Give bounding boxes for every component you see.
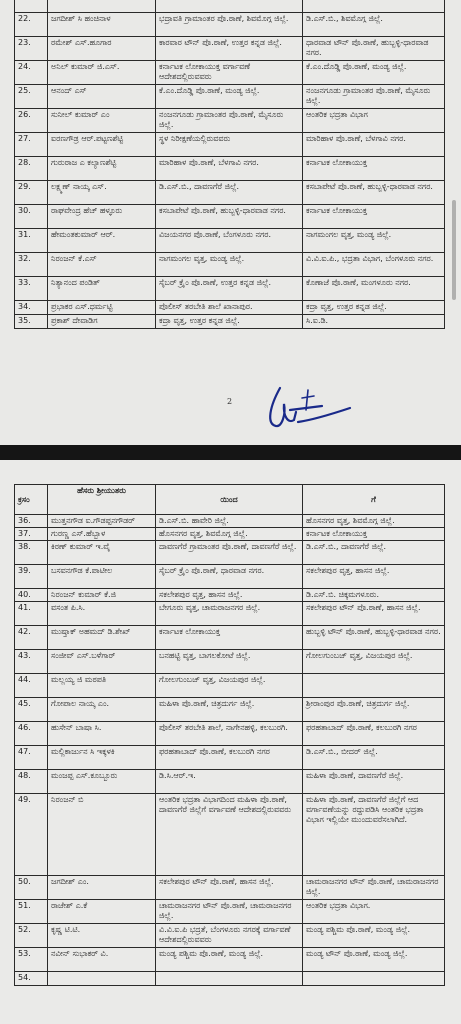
cell-sl-no: 31. — [15, 229, 48, 253]
table-row — [15, 698, 445, 722]
cell-name: ಅನಿಲ್ ಕುಮಾರ್ ಜಿ.ಎಸ್. — [48, 61, 156, 85]
cell-from — [156, 0, 303, 13]
cell-sl-no: 32. — [15, 253, 48, 277]
cell-to: ಹುಬ್ಬಳ್ಳಿ ಟೌನ್ ಪೊ.ಠಾಣೆ, ಹುಬ್ಬಳ್ಳಿ-ಧಾರವಾಡ ನಗರ. — [303, 626, 445, 650]
header-name: ಹೆಸರು ಶ್ರೀಯುತರು — [48, 485, 156, 515]
cell-name: ಸಂಜೀವ್ ಎಸ್.ಬಳೆಗಾರ್ — [48, 650, 156, 674]
cell-name: ರಾಘವೇಂದ್ರ ಹೆಚ್ ಹಳ್ಳೂರು — [48, 205, 156, 229]
page-separator — [0, 445, 461, 460]
cell-to: ಕರ್ನಾಟಕ ಲೋಕಾಯುಕ್ತ — [303, 205, 445, 229]
cell-from: ವಿಜಯನಗರ ಪೊ.ಠಾಣೆ, ಬೆಂಗಳೂರು ನಗರ. — [156, 229, 303, 253]
cell-name: ಗುರುರಾಜ ಎ ಕಲ್ಯಾಣಶೆಟ್ಟಿ — [48, 157, 156, 181]
cell-sl-no: 49. — [15, 794, 48, 876]
cell-name: ಗೋಪಾಲ ನಾಯ್ಕ ಎಂ. — [48, 698, 156, 722]
table-row — [15, 205, 445, 229]
cell-name: ಹುಸೇನ್ ಬಾಷಾ ಸಿ. — [48, 722, 156, 746]
table-row — [15, 253, 445, 277]
cell-from: ಡಿ.ಎಸ್.ಬಿ., ದಾವಣಗೆರೆ ಜಿಲ್ಲೆ. — [156, 181, 303, 205]
cell-sl-no: 51. — [15, 900, 48, 924]
cell-to: ಕದ್ರಾ ವೃತ್ತ, ಉತ್ತರ ಕನ್ನಡ ಜಿಲ್ಲೆ. — [303, 301, 445, 315]
cell-to: ಡಿ.ಎಸ್.ಬಿ. ಚಿಕ್ಕಮಗಳೂರು. — [303, 589, 445, 602]
cell-name: ನಿತ್ಯಾನಂದ ಪಂಡಿತ್ — [48, 277, 156, 301]
table-row — [15, 589, 445, 602]
table-row — [15, 794, 445, 876]
cell-sl-no: 50. — [15, 876, 48, 900]
cell-to: ಕೆ.ಎಂ.ದೊಡ್ಡಿ ಪೊ.ಠಾಣೆ, ಮಂಡ್ಯ ಜಿಲ್ಲೆ. — [303, 61, 445, 85]
cell-sl-no: 27. — [15, 133, 48, 157]
cell-name: ಮಲ್ಲಿಕಾರ್ಜುನ ಸಿ ಇಕ್ಕಳಕಿ — [48, 746, 156, 770]
cell-name: ನವೀನ್ ಸುಭಾಕರ್ ವಿ. — [48, 948, 156, 972]
table-row — [15, 674, 445, 698]
cell-name: ಲಕ್ಷ್ಮಣ್ ನಾಯ್ಕ ಎಸ್. — [48, 181, 156, 205]
table-row — [15, 133, 445, 157]
cell-from: ಆಂತರಿಕ ಭದ್ರತಾ ವಿಭಾಗದಿಂದ ಮಹಿಳಾ ಪೊ.ಠಾಣೆ, ದಾವಣಗೆರೆ ಜಿಲ್ಲೆಗೆ ವರ್ಗಾವಣೆ ಆದೇಶದಲ್ಲಿರುವವರು — [156, 794, 303, 876]
cell-name: ನಿರಂಜನ್ ಕುಮಾರ್ ಕೆ.ಜಿ — [48, 589, 156, 602]
cell-name: ಮಲ್ಲಯ್ಯ ಜಿ ಮಠಪತಿ — [48, 674, 156, 698]
table-row — [15, 157, 445, 181]
cell-from: ಮಂಡ್ಯ ಪಶ್ಚಿಮ ಪೊ.ಠಾಣೆ, ಮಂಡ್ಯ ಜಿಲ್ಲೆ. — [156, 948, 303, 972]
cell-to: ಸಿ.ಐ.ಡಿ. — [303, 315, 445, 329]
cell-name: ಪ್ರಭಾಕರ ಎಸ್.ಧರ್ಮಟ್ಟಿ — [48, 301, 156, 315]
table-row — [15, 770, 445, 794]
cell-name: ವಸಂತ ಪಿ.ಸಿ. — [48, 602, 156, 626]
cell-sl-no: 53. — [15, 948, 48, 972]
cell-name — [48, 972, 156, 986]
table-row — [15, 924, 445, 948]
cell-to: ಹೊಸನಗರ ವೃತ್ತ, ಶಿವಮೊಗ್ಗ ಜಿಲ್ಲೆ. — [303, 515, 445, 528]
cell-sl-no: 45. — [15, 698, 48, 722]
cell-sl-no: 41. — [15, 602, 48, 626]
table-row — [15, 301, 445, 315]
cell-from: ಸೈಬರ್ ಕ್ರೈಂ ಪೊ.ಠಾಣೆ, ಧಾರವಾಡ ನಗರ. — [156, 565, 303, 589]
cell-to: ಸಕಲೇಶಪುರ ವೃತ್ತ, ಹಾಸನ ಜಿಲ್ಲೆ. — [303, 565, 445, 589]
cell-name: ಮಂಜಪ್ಪ ಎಸ್.ಕೂಬ್ಬೂರು — [48, 770, 156, 794]
table-row — [15, 650, 445, 674]
table-row — [15, 565, 445, 589]
cell-from: ಕರ್ನಾಟಕ ಲೋಕಾಯುಕ್ತ — [156, 626, 303, 650]
page-number: 2 — [227, 397, 233, 406]
cell-from: ಸಕಲೇಶಪುರ ವೃತ್ತ, ಹಾಸನ ಜಿಲ್ಲೆ. — [156, 589, 303, 602]
cell-from: ಕಸಬಾಪೇಟೆ ಪೊ.ಠಾಣೆ, ಹುಬ್ಬಳ್ಳಿ-ಧಾರವಾಡ ನಗರ. — [156, 205, 303, 229]
cell-sl-no: 30. — [15, 205, 48, 229]
document-page-1 — [0, 0, 461, 445]
cell-from: ಭದ್ರಾವತಿ ಗ್ರಾಮಾಂತರ ಪೊ.ಠಾಣೆ, ಶಿವಮೊಗ್ಗ ಜಿಲ್ಲೆ. — [156, 13, 303, 37]
cell-sl-no: 40. — [15, 589, 48, 602]
transfer-table-page-1 — [14, 0, 445, 329]
cell-to: ಕರ್ನಾಟಕ ಲೋಕಾಯುಕ್ತ — [303, 157, 445, 181]
cell-name: ಬಸವನಗೌಡ ಕೆ.ಪಾಟೀಲ — [48, 565, 156, 589]
cell-from: ಗೋಲಗುಂಬಜ್ ವೃತ್ತ, ವಿಜಯಪುರ ಜಿಲ್ಲೆ. — [156, 674, 303, 698]
table-row — [15, 602, 445, 626]
cell-to: ಕರ್ನಾಟಕ ಲೋಕಾಯುಕ್ತ — [303, 528, 445, 541]
table-row — [15, 900, 445, 924]
cell-sl-no: 47. — [15, 746, 48, 770]
cell-name: ರಾಜೇಶ್ ಎ.ಕೆ — [48, 900, 156, 924]
cell-from: ವಿ.ವಿ.ಐ.ಪಿ ಭದ್ರತೆ, ಬೆಂಗಳೂರು ನಗರಕ್ಕೆ ವರ್ಗಾವಣೆ ಆದೇಶದಲ್ಲಿರುವವರು — [156, 924, 303, 948]
cell-name: ಸುನೀಲ್ ಕುಮಾರ್ ಎಂ — [48, 109, 156, 133]
transfer-table-page-2 — [14, 484, 445, 986]
table-row — [15, 181, 445, 205]
scrollbar[interactable] — [452, 200, 456, 300]
cell-to: ಧಾರವಾಡ ಟೌನ್ ಪೊ.ಠಾಣೆ, ಹುಬ್ಬಳ್ಳಿ-ಧಾರವಾಡ ನಗರ. — [303, 37, 445, 61]
signature — [262, 380, 352, 432]
header-to: ಗೆ — [303, 485, 445, 515]
cell-sl-no — [15, 0, 48, 13]
cell-to: ಕೊಣಾಜೆ ಪೊ.ಠಾಣೆ, ಮಂಗಳೂರು ನಗರ. — [303, 277, 445, 301]
table-row — [15, 541, 445, 565]
table-header-row — [15, 485, 445, 515]
cell-from: ಡಿ.ಎಸ್.ಬಿ. ಹಾವೇರಿ ಜಿಲ್ಲೆ. — [156, 515, 303, 528]
cell-to: ಫರಹತಾಬಾದ್ ಪೊ.ಠಾಣೆ, ಕಲಬುರಗಿ ನಗರ — [303, 722, 445, 746]
cell-sl-no: 43. — [15, 650, 48, 674]
cell-from: ಮಹಿಳಾ ಪೊ.ಠಾಣೆ, ಚಿತ್ರದುರ್ಗ ಜಿಲ್ಲೆ. — [156, 698, 303, 722]
cell-from: ಬೇಗೂರು ವೃತ್ತ, ಚಾಮರಾಜನಗರ ಜಿಲ್ಲೆ. — [156, 602, 303, 626]
cell-to: ಆಂತರಿಕ ಭದ್ರತಾ ವಿಭಾಗ. — [303, 900, 445, 924]
cell-to — [303, 972, 445, 986]
table-row — [15, 876, 445, 900]
cell-name: ಮುತ್ತನಗೌಡ ಐ.ಗೌಡಪ್ಪನಗೌಡರ್ — [48, 515, 156, 528]
cell-sl-no: 36. — [15, 515, 48, 528]
cell-from: ನಂಜನಗೂಡು ಗ್ರಾಮಾಂತರ ಪೊ.ಠಾಣೆ, ಮೈಸೂರು ಜಿಲ್ಲೆ. — [156, 109, 303, 133]
document-page-2 — [0, 460, 461, 1024]
cell-sl-no: 28. — [15, 157, 48, 181]
cell-name — [48, 0, 156, 13]
table-row — [15, 109, 445, 133]
cell-to: ಮಹಿಳಾ ಪೊ.ಠಾಣೆ, ದಾವಣಗೆರೆ ಜಿಲ್ಲೆಗೆ ಆದ ವರ್ಗಾವಣೆಯನ್ನು ರದ್ದುಪಡಿಸಿ ಆಂತರಿಕ ಭದ್ರತಾ ವಿಭಾಗ ಇಲ್ಲಿಯೇ ಮುಂದುವರೆಸಲಾಗಿದೆ. — [303, 794, 445, 876]
cell-name: ಕೃಷ್ಣ ಟಿ.ಟಿ. — [48, 924, 156, 948]
cell-to: ಶ್ರೀರಾಂಪುರ ಪೊ.ಠಾಣೆ, ಚಿತ್ರದುರ್ಗ ಜಿಲ್ಲೆ. — [303, 698, 445, 722]
cell-to: ಡಿ.ಎಸ್.ಬಿ., ಶಿವಮೊಗ್ಗ ಜಿಲ್ಲೆ. — [303, 13, 445, 37]
cell-sl-no: 42. — [15, 626, 48, 650]
table-row — [15, 722, 445, 746]
cell-to: ಮಂಡ್ಯ ಪಶ್ಚಿಮ ಪೊ.ಠಾಣೆ, ಮಂಡ್ಯ ಜಿಲ್ಲೆ. — [303, 924, 445, 948]
cell-from: ಪೊಲೀಸ್ ತರಬೇತಿ ಶಾಲೆ, ನಾಗೇನಹಳ್ಳಿ, ಕಲಬುರಗಿ. — [156, 722, 303, 746]
table-row — [15, 948, 445, 972]
cell-name: ಜಗದೀಶ್ ಸಿ ಹಂಚಿನಾಳ — [48, 13, 156, 37]
cell-from — [156, 972, 303, 986]
cell-sl-no: 33. — [15, 277, 48, 301]
cell-name: ಐರಣಗೌಡ್ರ ಆರ್.ಪಟ್ಟಣಶೆಟ್ಟಿ — [48, 133, 156, 157]
cell-from: ಕದ್ರಾ ವೃತ್ತ, ಉತ್ತರ ಕನ್ನಡ ಜಿಲ್ಲೆ. — [156, 315, 303, 329]
cell-to: ಕಸಬಾಪೇಟೆ ಪೊ.ಠಾಣೆ, ಹುಬ್ಬಳ್ಳಿ-ಧಾರವಾಡ ನಗರ. — [303, 181, 445, 205]
cell-name: ಆನಂದ್ ಎಸ್ — [48, 85, 156, 109]
cell-from: ಕೆ.ಎಂ.ದೊಡ್ಡಿ ಪೊ.ಠಾಣೆ, ಮಂಡ್ಯ ಜಿಲ್ಲೆ. — [156, 85, 303, 109]
table-row — [15, 229, 445, 253]
cell-sl-no: 39. — [15, 565, 48, 589]
cell-from: ದಾವಣಗೆರೆ ಗ್ರಾಮಾಂತರ ಪೊ.ಠಾಣೆ, ದಾವಣಗೆರೆ ಜಿಲ್ಲೆ. — [156, 541, 303, 565]
cell-to — [303, 0, 445, 13]
cell-to: ಮಾರಿಹಾಳ ಪೊ.ಠಾಣೆ, ಬೆಳಗಾವಿ ನಗರ. — [303, 133, 445, 157]
cell-sl-no: 38. — [15, 541, 48, 565]
cell-name: ರಮೇಶ್ ಎಸ್.ಹೂಗಾರ — [48, 37, 156, 61]
cell-name: ಗುರಣ್ಣ ಎಸ್.ಹೆಬ್ಬಾಳ — [48, 528, 156, 541]
cell-from: ಕಾರವಾರ ಟೌನ್ ಪೊ.ಠಾಣೆ, ಉತ್ತರ ಕನ್ನಡ ಜಿಲ್ಲೆ. — [156, 37, 303, 61]
cell-sl-no: 24. — [15, 61, 48, 85]
cell-sl-no: 34. — [15, 301, 48, 315]
cell-name: ಜಗದೀಶ್ ಎಂ. — [48, 876, 156, 900]
cell-to — [303, 674, 445, 698]
cell-sl-no: 52. — [15, 924, 48, 948]
cell-sl-no: 29. — [15, 181, 48, 205]
table-row — [15, 13, 445, 37]
cell-name: ಹೇಮಂತಕುಮಾರ್ ಆರ್. — [48, 229, 156, 253]
cell-from: ಸ್ಥಳ ನಿರೀಕ್ಷಣೆಯಲ್ಲಿರುವವರು — [156, 133, 303, 157]
table-row — [15, 37, 445, 61]
cell-to: ಸಕಲೇಶಪುರ ಟೌನ್ ಪೊ.ಠಾಣೆ, ಹಾಸನ ಜಿಲ್ಲೆ. — [303, 602, 445, 626]
table-row — [15, 61, 445, 85]
cell-from: ಹೊಸನಗರ ವೃತ್ತ, ಶಿವಮೊಗ್ಗ ಜಿಲ್ಲೆ. — [156, 528, 303, 541]
cell-from: ಪೊಲೀಸ್ ತರಬೇತಿ ಶಾಲೆ ಖಾನಾಪುರ. — [156, 301, 303, 315]
cell-to: ಡಿ.ಎಸ್.ಬಿ., ಬೀದರ್ ಜಿಲ್ಲೆ. — [303, 746, 445, 770]
cell-sl-no: 37. — [15, 528, 48, 541]
cell-sl-no: 25. — [15, 85, 48, 109]
cell-from: ಡಿ.ಸಿ.ಆರ್.ಇ. — [156, 770, 303, 794]
table-row — [15, 515, 445, 528]
cell-from: ಸಕಲೇಶಪುರ ಟೌನ್ ಪೊ.ಠಾಣೆ, ಹಾಸನ ಜಿಲ್ಲೆ. — [156, 876, 303, 900]
cell-to: ಗೋಲಗುಂಬಜ್ ವೃತ್ತ, ವಿಜಯಪುರ ಜಿಲ್ಲೆ. — [303, 650, 445, 674]
cell-to: ಡಿ.ಎಸ್.ಬಿ., ದಾವಣಗೆರೆ ಜಿಲ್ಲೆ. — [303, 541, 445, 565]
cell-from: ಚಾಮರಾಜನಗರ ಟೌನ್ ಪೊ.ಠಾಣೆ, ಚಾಮರಾಜನಗರ ಜಿಲ್ಲೆ. — [156, 900, 303, 924]
cell-name: ಮುಷ್ತಾಕ್ ಅಹಮದ್ ಡಿ.ಶೇಖ್ — [48, 626, 156, 650]
table-row — [15, 85, 445, 109]
cell-to: ನಾಗಮಂಗಲ ವೃತ್ತ, ಮಂಡ್ಯ ಜಿಲ್ಲೆ. — [303, 229, 445, 253]
cell-from: ಬನಹಟ್ಟಿ ವೃತ್ತ, ಬಾಗಲಕೋಟೆ ಜಿಲ್ಲೆ. — [156, 650, 303, 674]
cell-to: ಮಂಡ್ಯ ಟೌನ್ ಪೊ.ಠಾಣೆ, ಮಂಡ್ಯ ಜಿಲ್ಲೆ. — [303, 948, 445, 972]
table-row — [15, 626, 445, 650]
table-row — [15, 0, 445, 13]
cell-from: ಸೈಬರ್ ಕ್ರೈಂ ಪೊ.ಠಾಣೆ, ಉತ್ತರ ಕನ್ನಡ ಜಿಲ್ಲೆ. — [156, 277, 303, 301]
cell-sl-no: 22. — [15, 13, 48, 37]
table-row — [15, 315, 445, 329]
table-row — [15, 972, 445, 986]
cell-sl-no: 35. — [15, 315, 48, 329]
table-row — [15, 746, 445, 770]
cell-from: ಮಾರಿಹಾಳ ಪೊ.ಠಾಣೆ, ಬೆಳಗಾವಿ ನಗರ. — [156, 157, 303, 181]
cell-sl-no: 46. — [15, 722, 48, 746]
cell-name: ನಿರಂಜನ್ ಬಿ — [48, 794, 156, 876]
cell-to: ಮಹಿಳಾ ಪೊ.ಠಾಣೆ, ದಾವಣಗೆರೆ ಜಿಲ್ಲೆ. — [303, 770, 445, 794]
cell-from: ಕರ್ನಾಟಕ ಲೋಕಾಯುಕ್ತ ವರ್ಗಾವಣೆ ಆದೇಶದಲ್ಲಿರುವವರು — [156, 61, 303, 85]
cell-name: ಕಿರಣ್ ಕುಮಾರ್ ಇ.ವೈ — [48, 541, 156, 565]
cell-to: ನಂಜನಗೂಡು ಗ್ರಾಮಾಂತರ ಪೊ.ಠಾಣೆ, ಮೈಸೂರು ಜಿಲ್ಲೆ. — [303, 85, 445, 109]
cell-from: ಫರಹತಾಬಾದ್ ಪೊ.ಠಾಣೆ, ಕಲಬುರಗಿ ನಗರ — [156, 746, 303, 770]
table-row — [15, 528, 445, 541]
cell-name: ಪ್ರಕಾಶ್ ದೇವಾಡಿಗ — [48, 315, 156, 329]
cell-sl-no: 26. — [15, 109, 48, 133]
cell-to: ಆಂತರಿಕ ಭದ್ರತಾ ವಿಭಾಗ — [303, 109, 445, 133]
cell-to: ಚಾಮರಾಜನಗರ ಟೌನ್ ಪೊ.ಠಾಣೆ, ಚಾಮರಾಜನಗರ ಜಿಲ್ಲೆ. — [303, 876, 445, 900]
cell-to: ವಿ.ವಿ.ಐ.ಪಿ., ಭದ್ರತಾ ವಿಭಾಗ, ಬೆಂಗಳೂರು ನಗರ. — [303, 253, 445, 277]
cell-sl-no: 44. — [15, 674, 48, 698]
cell-sl-no: 54. — [15, 972, 48, 986]
cell-from: ನಾಗಮಂಗಲ ವೃತ್ತ, ಮಂಡ್ಯ ಜಿಲ್ಲೆ. — [156, 253, 303, 277]
cell-sl-no: 48. — [15, 770, 48, 794]
header-from: ಯಿಂದ — [156, 485, 303, 515]
header-sl-no: ಕ್ರಸಂ — [15, 485, 48, 515]
cell-name: ನಿರಂಜನ್ ಕೆ.ಎಸ್ — [48, 253, 156, 277]
cell-sl-no: 23. — [15, 37, 48, 61]
table-row — [15, 277, 445, 301]
